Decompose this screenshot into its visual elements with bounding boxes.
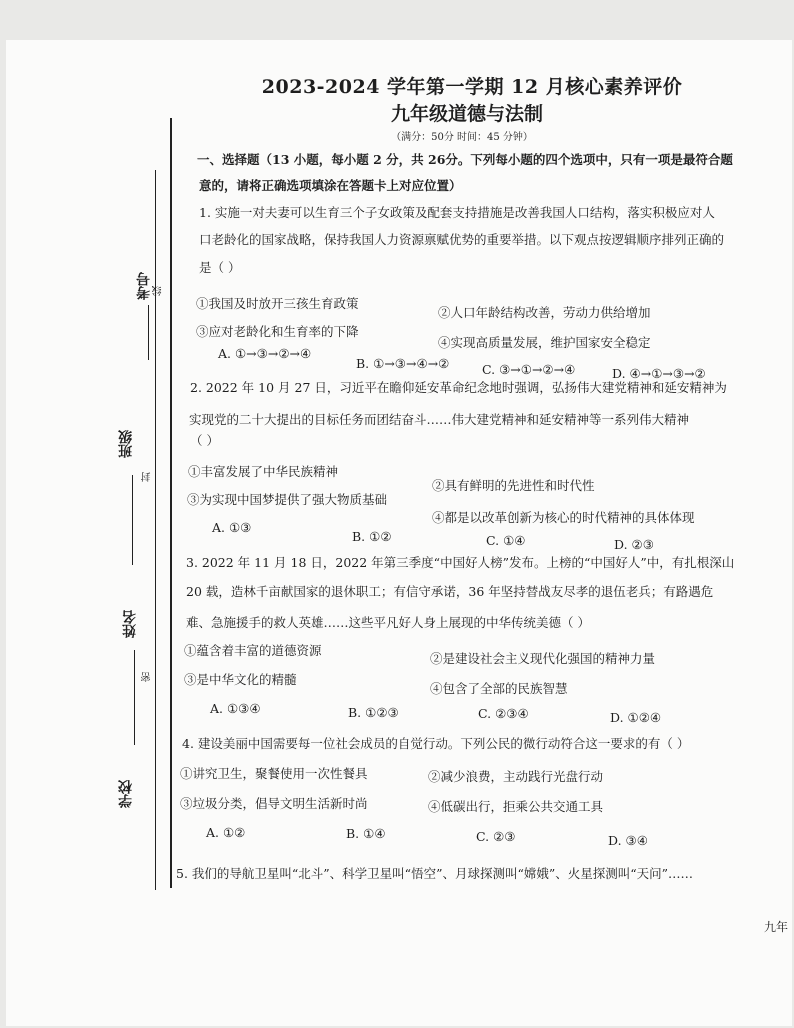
section-heading-line1: 一、选择题（13 小题，每小题 2 分，共 26分。下列每小题的四个选项中，只有一项是最符合题 <box>197 152 733 167</box>
question-1-option-a[interactable]: A. ①→③→②→④ <box>218 346 312 361</box>
question-4-option-a[interactable]: A. ①② <box>206 825 246 840</box>
question-4-item: ①讲究卫生，聚餐使用一次性餐具 <box>180 766 368 781</box>
section-heading-line2: 意的，请将正确选项填涂在答题卡上对应位置） <box>199 178 462 193</box>
name-label: 姓名 <box>122 610 138 638</box>
exam-number-underline <box>148 305 149 360</box>
question-3-option-d[interactable]: D. ①②④ <box>610 710 662 725</box>
question-1-item: ④实现高质量发展，维护国家安全稳定 <box>438 335 651 350</box>
question-3-item: ②是建设社会主义现代化强国的精神力量 <box>430 651 656 666</box>
question-5-stem: 5. 我们的导航卫星叫“北斗”、科学卫星叫“悟空”、月球探测叫“嫦娥”、火星探测叫“天问”…… <box>176 866 694 881</box>
question-3-option-c[interactable]: C. ②③④ <box>478 706 529 721</box>
question-2-option-b[interactable]: B. ①② <box>352 529 392 544</box>
question-4-item: ②减少浪费，主动践行光盘行动 <box>428 769 604 784</box>
question-4-item: ④低碳出行，拒乘公共交通工具 <box>428 799 604 814</box>
class-label: 班级 <box>118 430 134 458</box>
exam-meta: （满分：50分 时间：45 分钟） <box>391 132 533 143</box>
question-1-option-b[interactable]: B. ①→③→④→② <box>356 356 450 371</box>
question-2-item: ②具有鲜明的先进性和时代性 <box>432 478 595 493</box>
question-4-option-d[interactable]: D. ③④ <box>608 833 648 848</box>
question-3-stem: 20 载，造林千亩献国家的退休职工；有信守承诺，36 年坚持替战友尽孝的退伍老兵；有路遇危 <box>186 584 714 599</box>
question-1-item: ②人口年龄结构改善，劳动力供给增加 <box>438 305 651 320</box>
name-underline <box>134 650 135 745</box>
question-1-item: ①我国及时放开三孩生育政策 <box>196 296 359 311</box>
question-4-option-b[interactable]: B. ①④ <box>346 826 386 841</box>
binding-inner-line <box>155 170 156 890</box>
question-3-stem: 难、急施援手的救人英雄……这些平凡好人身上展现的中华传统美德（ ） <box>186 615 590 630</box>
question-3-item: ①蕴含着丰富的道德资源 <box>184 643 322 658</box>
binding-outer-line <box>170 118 172 888</box>
question-3-stem: 3. 2022 年 11 月 18 日，2022 年第三季度“中国好人榜”发布。上榜的“中国好人”中，有扎根深山 <box>186 555 735 570</box>
question-1-stem: 是（ ） <box>199 260 241 275</box>
question-2-option-d[interactable]: D. ②③ <box>614 537 654 552</box>
exam-number-label: 考号 <box>136 272 152 300</box>
question-1-item: ③应对老龄化和生育率的下降 <box>196 324 359 339</box>
question-4-stem: 4. 建设美丽中国需要每一位社会成员的自觉行动。下列公民的微行动符合这一要求的有（ ） <box>182 736 690 751</box>
question-3-item: ③是中华文化的精髓 <box>184 672 297 687</box>
question-2-stem: 2. 2022 年 10 月 27 日，习近平在瞻仰延安革命纪念地时强调，弘扬伟大建党精神和延安精神为 <box>190 380 727 395</box>
class-underline <box>132 475 133 565</box>
question-2-stem: （ ） <box>190 433 219 448</box>
page-footer: 九年 <box>764 920 789 934</box>
binding-mark-xian: 线 <box>153 286 164 296</box>
question-2-item: ③为实现中国梦提供了强大物质基础 <box>187 492 388 507</box>
question-2-option-c[interactable]: C. ①④ <box>486 533 526 548</box>
question-3-item: ④包含了全部的民族智慧 <box>430 681 568 696</box>
question-2-option-a[interactable]: A. ①③ <box>212 520 252 535</box>
question-2-item: ④都是以改革创新为核心的时代精神的具体体现 <box>432 510 695 525</box>
question-3-option-b[interactable]: B. ①②③ <box>348 705 399 720</box>
question-3-option-a[interactable]: A. ①③④ <box>210 701 261 716</box>
exam-title: 2023-2024 学年第一学期 12 月核心素养评价 <box>261 76 683 98</box>
question-1-option-d[interactable]: D. ④→①→③→② <box>612 366 706 381</box>
question-2-stem: 实现党的二十大提出的目标任务而团结奋斗……伟大建党精神和延安精神等一系列伟大精神 <box>189 412 690 427</box>
question-1-stem: 口老龄化的国家战略，保持我国人力资源禀赋优势的重要举措。以下观点按逻辑顺序排列正确的 <box>199 232 725 247</box>
question-1-stem: 1. 实施一对夫妻可以生育三个子女政策及配套支持措施是改善我国人口结构，落实积极应对人 <box>199 205 715 220</box>
binding-mark-mi: 密 <box>142 672 153 682</box>
binding-mark-feng: 封 <box>142 472 153 482</box>
subject-title: 九年级道德与法制 <box>390 103 543 125</box>
question-2-item: ①丰富发展了中华民族精神 <box>188 464 339 479</box>
school-label: 学校 <box>118 780 134 808</box>
question-4-item: ③垃圾分类，倡导文明生活新时尚 <box>180 796 368 811</box>
question-1-option-c[interactable]: C. ③→①→②→④ <box>482 362 576 377</box>
question-4-option-c[interactable]: C. ②③ <box>476 829 516 844</box>
